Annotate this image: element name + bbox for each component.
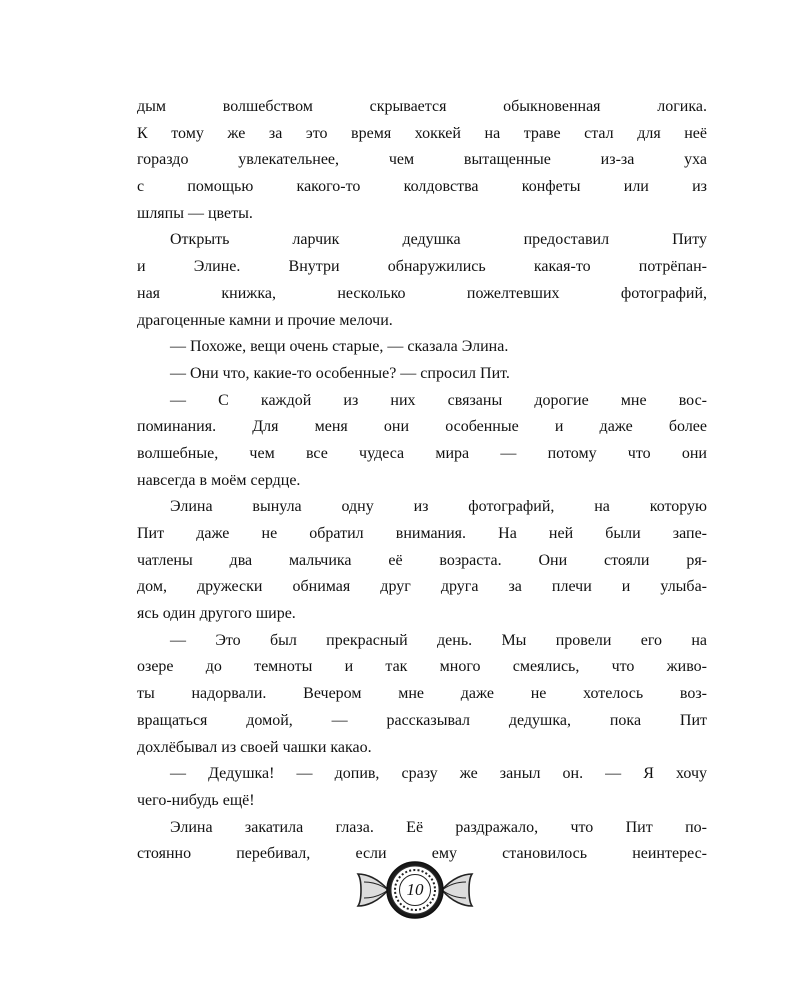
text-line: навсегда в моём сердце. [137, 471, 301, 489]
text-line: дом, дружески обнимая друг друга за плечи и улыба- [137, 578, 707, 596]
text-line: чатлены два мальчика её возраста. Они стояли ря- [137, 551, 707, 569]
text-line: — Это был прекрасный день. Мы провели его на [170, 631, 707, 649]
text-line: драгоценные камни и прочие мелочи. [137, 311, 393, 329]
text-line: дым волшебством скрывается обыкновенная логика. [137, 98, 707, 115]
text-line: волшебные, чем все чудеса мира — потому что они [137, 444, 707, 462]
text-line: чего-нибудь ещё! [137, 791, 255, 809]
text-line: К тому же за это время хоккей на траве стал для неё [137, 124, 707, 142]
text-line: ясь один другого шире. [137, 605, 296, 623]
page-footer [350, 850, 480, 930]
text-line: — С каждой из них связаны дорогие мне вос- [170, 391, 707, 409]
text-line: вращаться домой, — рассказывал дедушка, пока Пит [137, 711, 707, 729]
text-line: Элина вынула одну из фотографий, на которую [170, 498, 707, 516]
text-line: дохлёбывал из своей чашки какао. [137, 738, 372, 756]
text-line: Пит даже не обратил внимания. На ней были запе- [137, 525, 707, 542]
text-line: — Похоже, вещи очень старые, — сказала Элина. [170, 338, 509, 356]
text-line: с помощью какого-то колдовства конфеты или из [137, 178, 707, 196]
body-text [137, 98, 707, 872]
text-line: озере до темноты и так много смеялись, что живо- [137, 658, 707, 676]
text-line: гораздо увлекательнее, чем вытащенные из-за уха [137, 151, 707, 169]
text-line: — Они что, какие-то особенные? — спросил Пит. [170, 364, 510, 382]
text-line: Элина закатила глаза. Её раздражало, что Пит по- [170, 818, 707, 836]
text-line: стоянно перебивал, если ему становилось неинтерес- [137, 845, 707, 863]
text-line: Открыть ларчик дедушка предоставил Питу [170, 231, 707, 249]
text-line: — Дедушка! — допив, сразу же заныл он. — Я хочу [170, 765, 707, 783]
text-line: ты надорвали. Вечером мне даже не хотелось воз- [137, 685, 707, 703]
text-line: и Элине. Внутри обнаружились какая-то потрёпан- [137, 258, 707, 276]
text-line: ная книжка, несколько пожелтевших фотографий, [137, 284, 707, 302]
text-line: шляпы — цветы. [137, 204, 253, 222]
text-line: поминания. Для меня они особенные и даже более [137, 418, 707, 436]
page-number: 10 [406, 880, 424, 899]
